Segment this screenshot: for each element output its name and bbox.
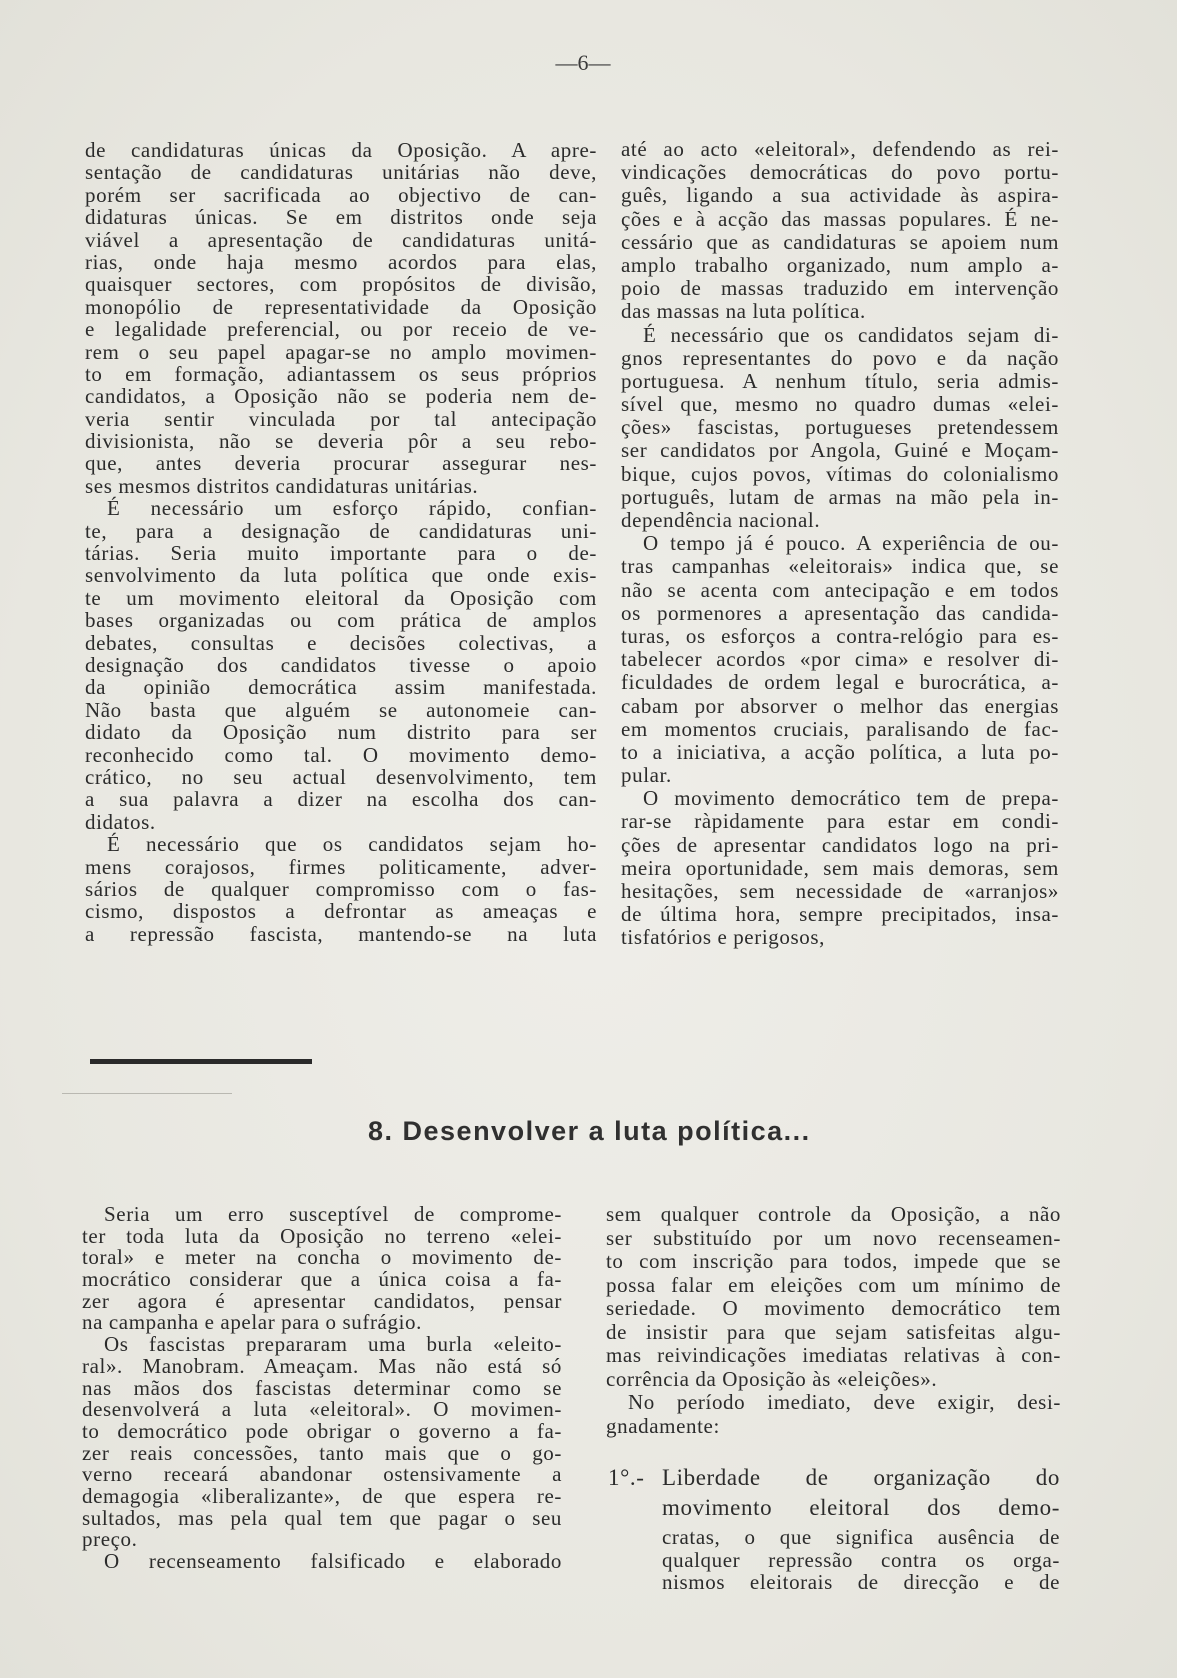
- text-line: to democrático pode obrigar o governo a fa-: [82, 1418, 562, 1443]
- text-line: qualquer repressão contra os orga-: [662, 1548, 1060, 1572]
- top-right-column: [621, 138, 1059, 950]
- text-line: tabelecer acordos «por cima» e resolver di-: [621, 647, 1059, 672]
- text-line: verno receará abandonar ostensivamente a: [82, 1462, 562, 1487]
- text-line: ções de apresentar candidatos logo na pri-: [621, 832, 1059, 857]
- text-line: guês, ligando a sua actividade às aspira-: [621, 183, 1059, 208]
- text-line: amplo trabalho organizado, num amplo a-: [621, 252, 1059, 277]
- text-line: reconhecido como tal. O movimento demo-: [85, 742, 597, 767]
- text-line: É necessário que os candidatos sejam di-: [643, 322, 1059, 347]
- text-line: hesitações, sem necessidade de «arranjos»: [621, 879, 1059, 903]
- text-line: viável a apresentação de candidaturas unitá-: [85, 227, 597, 252]
- section-heading: 8. Desenvolver a luta política...: [368, 1116, 811, 1146]
- text-line: cismo, dispostos a defrontar as ameaças e: [85, 899, 597, 924]
- text-line: didaturas únicas. Se em distritos onde seja: [85, 205, 597, 230]
- text-line: É necessário que os candidatos sejam ho-: [107, 832, 597, 857]
- text-line: ser substituído por um novo recenseamen-: [606, 1225, 1061, 1250]
- text-line: O movimento democrático tem de prepa-: [643, 786, 1059, 811]
- text-line: seriedade. O movimento democrático tem: [606, 1296, 1061, 1320]
- text-line: português, lutam de armas na mão pela in-: [621, 484, 1059, 509]
- text-line: a repressão fascista, mantendo-se na luta: [85, 921, 597, 946]
- text-line: crático, no seu actual desenvolvimento, tem: [85, 764, 597, 789]
- text-line: preço.: [82, 1527, 138, 1552]
- text-line: didatos.: [85, 809, 156, 834]
- text-line: ser candidatos por Angola, Guiné e Moçam-: [621, 438, 1059, 463]
- text-line: ses mesmos distritos candidaturas unitárias.: [85, 473, 479, 498]
- text-line: ter toda luta da Oposição no terreno «elei-: [82, 1223, 562, 1248]
- text-line: tras campanhas «eleitorais» indica que, se: [621, 554, 1059, 579]
- text-line: zer agora é apresentar candidatos, pensar: [82, 1288, 562, 1313]
- text-line: didato da Oposição num distrito para ser: [85, 720, 597, 745]
- text-line: senvolvimento da luta política que onde exis-: [85, 563, 597, 588]
- text-line: zer reais concessões, tanto mais que o go-: [82, 1440, 562, 1465]
- text-line: cessário que as candidaturas se apoiem num: [621, 229, 1059, 254]
- text-line: bique, cujos povos, vítimas do colonialismo: [621, 461, 1059, 486]
- text-line: poio de massas traduzido em intervenção: [621, 276, 1059, 301]
- section-divider: [90, 1059, 312, 1064]
- text-line: sível que, mesmo no quadro dumas «elei-: [621, 392, 1059, 417]
- text-line: que, antes deveria procurar assegurar nes-: [85, 451, 597, 476]
- text-line: desenvolverá a luta «eleitoral». O movimen-: [82, 1397, 562, 1422]
- list-item-number: 1°.-: [608, 1465, 645, 1490]
- text-line: Seria um erro susceptível de comprome-: [104, 1202, 562, 1226]
- page-number: —6—: [555, 50, 611, 75]
- text-line: te, para a designação de candidaturas uni-: [85, 518, 597, 543]
- text-line: vindicações democráticas do povo portu-: [621, 160, 1059, 185]
- text-line: tisfatórios e perigosos,: [621, 925, 825, 950]
- top-left-column: [85, 139, 597, 945]
- text-line: Não basta que alguém se autonomeie can-: [85, 697, 597, 722]
- faint-mark: [62, 1093, 232, 1094]
- text-line: sultados, mas pela qual tem que pagar o seu: [82, 1505, 562, 1530]
- text-line: turas, os esforços a contra-relógio para es-: [621, 623, 1059, 648]
- text-line: pular.: [621, 763, 672, 788]
- text-line: monopólio de representatividade da Oposição: [85, 294, 597, 319]
- text-line: cratas, o que significa ausência de: [662, 1525, 1060, 1549]
- text-line: porém ser sacrificada ao objectivo de can-: [85, 182, 597, 207]
- text-line: cabam por absorver o melhor das energias: [621, 693, 1059, 718]
- text-line: movimento eleitoral dos demo-: [662, 1495, 1060, 1520]
- text-line: sem qualquer controle da Oposição, a não: [606, 1202, 1061, 1226]
- text-line: toral» e meter na concha o movimento de-: [82, 1245, 562, 1270]
- text-line: ficuldades de ordem legal e burocrática, a-: [621, 670, 1059, 695]
- text-line: possa falar em eleições com um mínimo de: [606, 1272, 1061, 1297]
- text-line: gnos representantes do povo e da nação: [621, 345, 1059, 370]
- text-line: de insistir para que sejam satisfeitas algu-: [606, 1319, 1061, 1344]
- bottom-left-column: [82, 1204, 562, 1573]
- text-line: ções e à acção das massas populares. É ne-: [621, 206, 1059, 231]
- text-line: das massas na luta política.: [621, 299, 866, 324]
- text-line: bases organizadas ou com prática de amplos: [85, 608, 597, 633]
- text-line: dependência nacional.: [621, 508, 821, 532]
- text-line: nismos eleitorais de direcção e de: [662, 1570, 1060, 1594]
- text-line: to em formação, adiantassem os seus próprios: [85, 361, 597, 386]
- bottom-right-column: [606, 1203, 1061, 1438]
- text-line: e legalidade preferencial, ou por receio de ve-: [85, 317, 597, 342]
- text-line: quaisquer sectores, com propósitos de divisão,: [85, 272, 597, 297]
- text-line: O tempo já é pouco. A experiência de ou-: [643, 531, 1059, 556]
- text-line: divisionista, não se deveria pôr a seu rebo-: [85, 429, 597, 454]
- text-line: ções» fascistas, portugueses pretendessem: [621, 415, 1059, 440]
- text-line: nas mãos dos fascistas determinar como se: [82, 1375, 562, 1400]
- text-line: candidatos, a Oposição não se poderia nem de-: [85, 384, 597, 409]
- text-line: corrência da Oposição às «eleições».: [606, 1366, 938, 1391]
- text-line: meira oportunidade, sem mais demoras, sem: [621, 855, 1059, 880]
- text-line: No período imediato, deve exigir, desi-: [628, 1390, 1061, 1414]
- text-line: a sua palavra a dizer na escolha dos can-: [85, 787, 597, 812]
- text-line: veria sentir vinculada por tal antecipação: [85, 406, 597, 431]
- text-line: não se acenta com antecipação e em todos: [621, 577, 1059, 602]
- text-line: mocrático considerar que a única coisa a fa-: [82, 1267, 562, 1292]
- text-line: sários de qualquer compromisso com o fas-: [85, 876, 597, 901]
- text-line: tárias. Seria muito importante para o de-: [85, 541, 597, 566]
- text-line: de última hora, sempre precipitados, insa-: [621, 902, 1059, 927]
- text-line: O recenseamento falsificado e elaborado: [104, 1549, 562, 1573]
- text-line: gnadamente:: [606, 1413, 720, 1438]
- text-line: sentação de candidaturas unitárias não deve,: [85, 160, 597, 185]
- text-line: mas reivindicações imediatas relativas à con-: [606, 1343, 1061, 1367]
- text-line: rias, onde haja mesmo acordos para elas,: [85, 249, 597, 274]
- text-line: os pormenores a apresentação das candida-: [621, 600, 1059, 625]
- text-line: da opinião democrática assim manifestada.: [85, 675, 597, 700]
- text-line: debates, consultas e decisões colectivas, a: [85, 630, 597, 655]
- text-line: em momentos cruciais, paralisando de fac-: [621, 716, 1059, 741]
- text-line: te um movimento eleitoral da Oposição com: [85, 585, 597, 610]
- text-line: to com inscrição para todos, impede que se: [606, 1249, 1061, 1273]
- text-line: designação dos candidatos tivesse o apoio: [85, 652, 597, 677]
- text-line: rem o seu papel apagar-se no amplo movimen-: [85, 339, 597, 364]
- text-line: ral». Manobram. Ameaçam. Mas não está só: [82, 1353, 562, 1378]
- text-line: de candidaturas únicas da Oposição. A apre-: [85, 138, 597, 162]
- text-line: demagogia «liberalizante», de que espera re-: [82, 1483, 562, 1508]
- text-line: Liberdade de organização do: [662, 1465, 1060, 1490]
- text-line: na campanha e apelar para o sufrágio.: [82, 1310, 422, 1335]
- text-line: to a iniciativa, a acção política, a luta po-: [621, 739, 1059, 764]
- text-line: mens corajosos, firmes politicamente, adver-: [85, 854, 597, 879]
- text-line: portuguesa. A nenhum título, seria admis-: [621, 368, 1059, 393]
- text-line: Os fascistas prepararam uma burla «eleito-: [104, 1332, 562, 1357]
- text-line: rar-se ràpidamente para estar em condi-: [621, 809, 1059, 834]
- text-line: até ao acto «eleitoral», defendendo as rei-: [621, 137, 1059, 161]
- text-line: É necessário um esforço rápido, confian-: [107, 496, 597, 521]
